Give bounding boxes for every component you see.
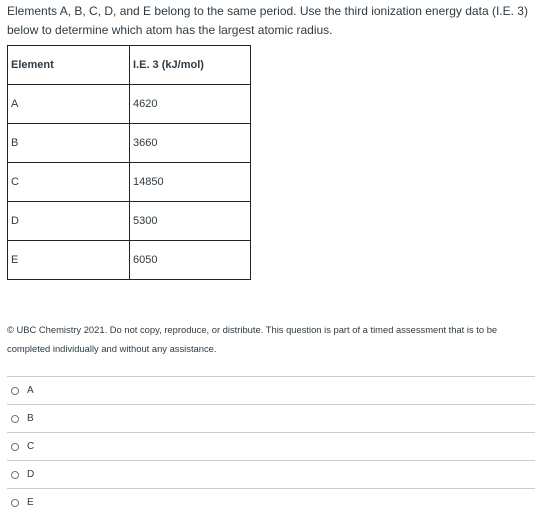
- radio-button[interactable]: [11, 443, 19, 451]
- radio-button[interactable]: [11, 415, 19, 423]
- table-row: [8, 124, 251, 163]
- table-row: [8, 241, 251, 280]
- answer-label: C: [27, 441, 35, 452]
- table-header-row: [8, 46, 251, 85]
- answer-option-c[interactable]: [7, 432, 535, 460]
- table-row: [8, 202, 251, 241]
- answer-option-a[interactable]: [7, 376, 535, 404]
- table-cell-ie3: 6050: [130, 241, 251, 280]
- answer-label: E: [27, 497, 34, 508]
- answer-list: [7, 376, 535, 516]
- answer-option-d[interactable]: [7, 460, 535, 488]
- table-cell-ie3: 14850: [130, 163, 251, 202]
- answer-option-e[interactable]: [7, 488, 535, 516]
- table-header-element: Element: [8, 46, 130, 85]
- table-header-ie3: I.E. 3 (kJ/mol): [130, 46, 251, 85]
- question-text: Elements A, B, C, D, and E belong to the same period. Use the third ionization energy data (I.E. 3) below to determine which atom has the largest atomic radius.: [7, 4, 528, 37]
- table-cell-ie3: 5300: [130, 202, 251, 241]
- table-cell-ie3: 3660: [130, 124, 251, 163]
- table-cell-element: B: [8, 124, 130, 163]
- table-cell-element: D: [8, 202, 130, 241]
- radio-button[interactable]: [11, 499, 19, 507]
- table-row: [8, 163, 251, 202]
- table-cell-element: A: [8, 85, 130, 124]
- table-row: [8, 85, 251, 124]
- radio-button[interactable]: [11, 387, 19, 395]
- table-cell-ie3: 4620: [130, 85, 251, 124]
- table-cell-element: E: [8, 241, 130, 280]
- ionization-energy-table: [7, 45, 251, 280]
- answer-label: D: [27, 469, 35, 480]
- copyright-notice: © UBC Chemistry 2021. Do not copy, reproduce, or distribute. This question is part of a timed assessment that is to be completed individually and without any assistance.: [7, 324, 498, 354]
- table-cell-element: C: [8, 163, 130, 202]
- answer-label: A: [27, 385, 34, 396]
- answer-option-b[interactable]: [7, 404, 535, 432]
- answer-label: B: [27, 413, 34, 424]
- radio-button[interactable]: [11, 471, 19, 479]
